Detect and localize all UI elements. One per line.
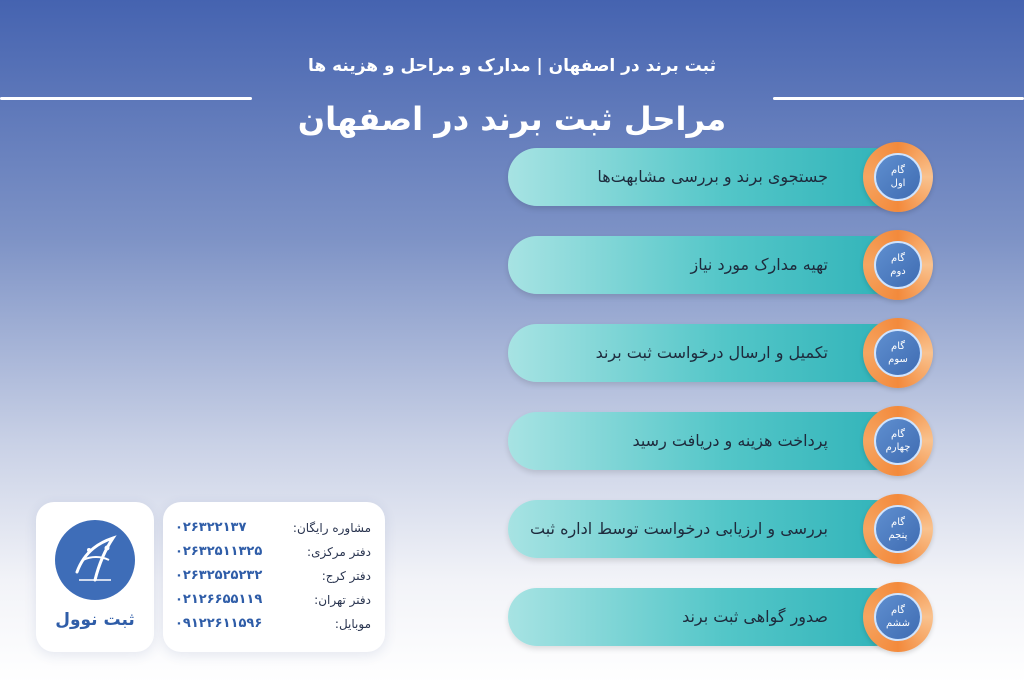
logo-mark-icon	[55, 520, 135, 600]
step-badge-top: گام	[891, 429, 905, 440]
step-pill	[508, 236, 906, 294]
step-badge	[874, 241, 922, 289]
contact-row	[163, 593, 385, 615]
step-text: بررسی و ارزیابی درخواست توسط اداره ثبت	[529, 519, 828, 538]
contact-label: دفتر مرکزی:	[307, 545, 371, 559]
contact-row	[163, 617, 385, 639]
contact-number[interactable]: ۰۲۶۳۲۲۱۳۷	[175, 520, 247, 535]
step-5	[508, 494, 933, 564]
step-ring	[863, 582, 933, 652]
step-pill	[508, 500, 903, 558]
step-ring	[863, 494, 933, 564]
step-badge	[874, 593, 922, 641]
step-badge-top: گام	[891, 517, 905, 528]
step-pill	[508, 588, 903, 646]
step-badge-bottom: اول	[890, 178, 906, 189]
step-badge-bottom: چهارم	[885, 442, 911, 453]
step-3	[508, 318, 933, 388]
step-badge	[874, 153, 922, 201]
contact-card	[163, 502, 385, 652]
page-title: مراحل ثبت برند در اصفهان	[297, 100, 727, 138]
step-1	[508, 142, 933, 212]
contact-label: موبایل:	[334, 617, 371, 631]
step-text: جستجوی برند و بررسی مشابهت‌ها	[597, 167, 828, 186]
step-text: تهیه مدارک مورد نیاز	[690, 255, 828, 274]
step-badge-top: گام	[891, 165, 905, 176]
step-ring	[863, 406, 933, 476]
step-badge	[874, 505, 922, 553]
step-badge-top: گام	[891, 341, 905, 352]
step-badge-bottom: ششم	[886, 618, 910, 629]
logo-name: ثبت نوول	[55, 610, 135, 630]
header-subtitle: ثبت برند در اصفهان | مدارک و مراحل و هزینه ها	[307, 56, 716, 76]
step-pill	[508, 148, 903, 206]
step-badge-top: گام	[891, 605, 905, 616]
step-badge-top: گام	[891, 253, 905, 264]
step-2	[508, 230, 933, 300]
contact-number[interactable]: ۰۲۶۳۲۵۲۵۲۳۲	[175, 568, 263, 583]
step-pill	[508, 324, 903, 382]
step-6	[508, 582, 933, 652]
contact-row	[163, 521, 385, 543]
step-badge	[874, 417, 922, 465]
step-ring	[863, 230, 933, 300]
step-pill	[508, 412, 903, 470]
step-badge-bottom: دوم	[890, 266, 906, 277]
contact-number[interactable]: ۰۲۶۳۲۵۱۱۳۲۵	[175, 544, 263, 559]
contact-label: دفتر تهران:	[314, 593, 371, 607]
step-badge-bottom: پنجم	[888, 530, 908, 541]
contact-row	[163, 545, 385, 567]
contact-label: مشاوره رایگان:	[292, 521, 371, 535]
step-ring	[863, 142, 933, 212]
contact-row	[163, 569, 385, 591]
step-text: پرداخت هزینه و دریافت رسید	[632, 431, 828, 450]
contact-number[interactable]: ۰۲۱۲۶۶۵۵۱۱۹	[175, 592, 263, 607]
step-badge-bottom: سوم	[888, 354, 908, 365]
step-4	[508, 406, 933, 476]
step-ring	[863, 318, 933, 388]
contact-label: دفتر کرج:	[321, 569, 371, 583]
contact-number[interactable]: ۰۹۱۲۲۶۱۱۵۹۶	[175, 616, 263, 631]
step-text: تکمیل و ارسال درخواست ثبت برند	[595, 343, 828, 362]
logo-card	[36, 502, 154, 652]
step-text: صدور گواهی ثبت برند	[682, 607, 828, 626]
step-badge	[874, 329, 922, 377]
